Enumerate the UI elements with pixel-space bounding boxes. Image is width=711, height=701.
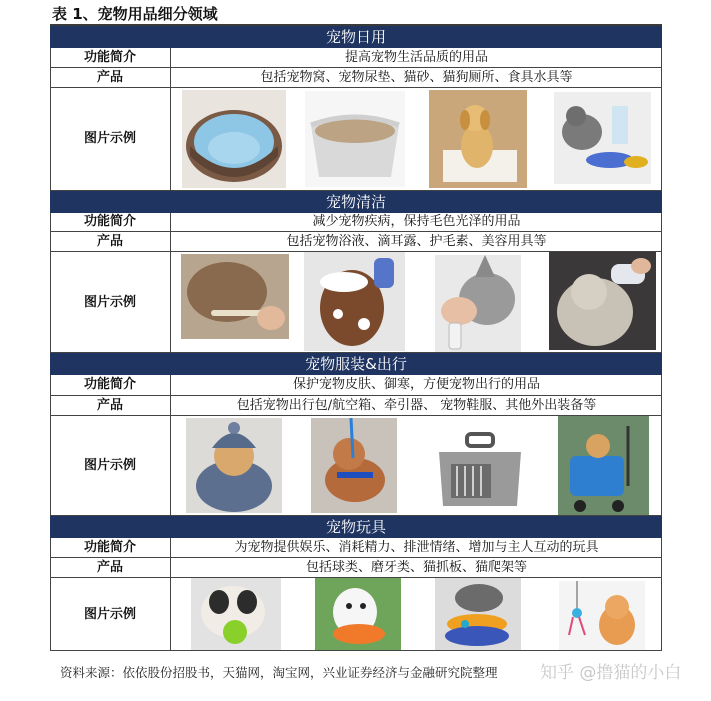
table-caption: 表 1、宠物用品细分领域 — [52, 5, 218, 23]
intro-label: 功能简介 — [83, 50, 136, 65]
product-label: 产品 — [96, 234, 123, 249]
bulldog-ball-photo — [191, 578, 281, 650]
dog-frisbee-photo — [315, 578, 401, 650]
section-toys — [50, 515, 662, 651]
section-cleaning — [50, 190, 662, 353]
pet-carrier-photo — [431, 422, 529, 512]
product-row — [50, 232, 662, 252]
product-label: 产品 — [96, 70, 123, 85]
intro-text: 为宠物提供娱乐、消耗精力、排泄情绪、增加与主人互动的玩具 — [234, 540, 599, 555]
section-header: 宠物日用 — [50, 26, 662, 48]
intro-row — [50, 375, 662, 396]
example-label: 图片示例 — [83, 607, 136, 622]
product-text: 包括宠物窝、宠物尿垫、猫砂、猫狗厕所、食具水具等 — [260, 70, 573, 85]
product-text: 包括球类、磨牙类、猫抓板、猫爬架等 — [305, 560, 527, 575]
example-row — [50, 578, 662, 651]
section-clothing-travel — [50, 352, 662, 516]
product-row — [50, 68, 662, 88]
cat-grooming-photo — [549, 252, 656, 350]
intro-row — [50, 48, 662, 68]
source-note: 资料来源：依依股份招股书，天猫网，淘宝网，兴业证券经济与金融研究院整理 — [60, 665, 498, 680]
product-text: 包括宠物浴液、滴耳露、护毛素、美容用具等 — [286, 234, 547, 249]
section-header: 宠物玩具 — [50, 516, 662, 538]
dog-stroller-photo — [558, 416, 649, 515]
product-label: 产品 — [96, 560, 123, 575]
intro-row — [50, 538, 662, 558]
kitten-teaser-photo — [559, 581, 645, 650]
cat-ear-drops-photo — [435, 255, 521, 353]
pet-bed-photo — [182, 90, 286, 188]
intro-text: 提高宠物生活品质的用品 — [344, 50, 488, 65]
poodle-harness-photo — [311, 418, 397, 513]
section-header: 宠物清洁 — [50, 191, 662, 213]
section-daily — [50, 26, 662, 190]
example-label: 图片示例 — [83, 295, 136, 310]
example-row — [50, 416, 662, 516]
watermark: 知乎 @撸猫的小白 — [540, 663, 682, 683]
intro-row — [50, 213, 662, 232]
puppy-on-pad-photo — [429, 90, 527, 188]
cat-track-toy-photo — [435, 578, 521, 650]
intro-label: 功能简介 — [83, 214, 136, 229]
dog-in-sweater-photo — [186, 418, 282, 513]
example-row — [50, 88, 662, 190]
intro-text: 减少宠物疾病，保持毛色光泽的用品 — [312, 214, 521, 229]
intro-label: 功能简介 — [83, 377, 136, 392]
example-label: 图片示例 — [83, 458, 136, 473]
product-text: 包括宠物出行包/航空箱、牵引器、 宠物鞋服、其他外出装备等 — [236, 398, 597, 413]
example-label: 图片示例 — [83, 131, 136, 146]
dog-bath-photo — [304, 252, 405, 351]
intro-label: 功能简介 — [83, 540, 136, 555]
product-row — [50, 396, 662, 416]
product-row — [50, 558, 662, 578]
example-row — [50, 252, 662, 353]
product-label: 产品 — [96, 398, 123, 413]
cats-water-feeder-photo — [554, 92, 651, 184]
section-header: 宠物服装&出行 — [50, 353, 662, 375]
teeth-cleaning-photo — [181, 254, 289, 339]
cat-litter-box-photo — [305, 91, 405, 187]
intro-text: 保护宠物皮肤、御寒，方便宠物出行的用品 — [292, 377, 540, 392]
